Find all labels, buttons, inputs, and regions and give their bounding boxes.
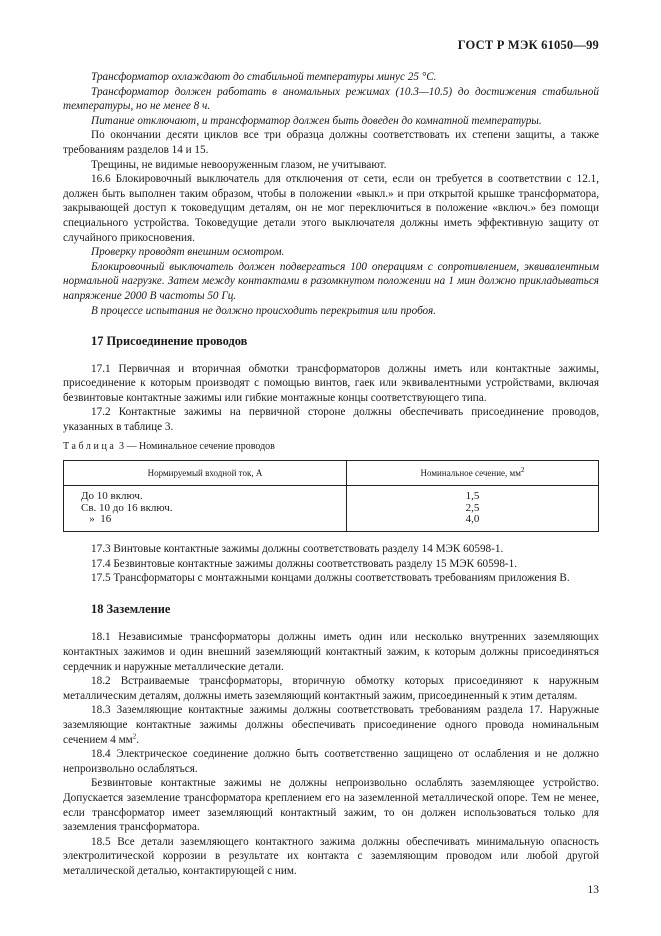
clause-18-4: 18.4 Электрическое соединение должно быть соответственно защищено от ослабления и не должно непроизвольно ослабляться. xyxy=(63,748,599,775)
table-3 xyxy=(63,460,599,532)
intro-paragraph: Питание отключают, и трансформатор должен быть доведен до комнатной температуры. xyxy=(91,114,542,127)
table-header-section: Номинальное сечение, $мм^2$ xyxy=(347,461,599,486)
clause-17-3: 17.3 Винтовые контактные зажимы должны соответствовать разделу 14 МЭК 60598-1. xyxy=(91,543,504,556)
clause-18-3: 18.3 Заземляющие контактные зажимы должны соответствовать требованиям раздела 17. Наружные заземляющие контактные зажимы должны обеспечивать присоединение одного провода номинальным сечением 4 $мм^2$. xyxy=(63,704,599,746)
clause-18-2: 18.2 Встраиваемые трансформаторы, вторичную обмотку которых присоединяют к наружным металлическим деталям, должны иметь заземляющий контактный зажим, присоединенный к этим деталям. xyxy=(63,675,599,702)
clause-17-1: 17.1 Первичная и вторичная обмотки трансформаторов должны иметь или контактные зажимы, присоединение к которым производят с помощью винтов, гаек или эквивалентными устройствами, включая безвинтовые контактные зажимы или гибкие монтажные концы соответствующего типа. xyxy=(63,362,599,404)
clause-18-1: 18.1 Независимые трансформаторы должны иметь один или несколько внутренних заземляющих контактных зажимов и один внешний заземляющий контактный зажим, к которым должны присоединяться сердечник и наружные металлические детали. xyxy=(63,631,599,673)
table-caption: Таблица 3 — Номинальное сечение проводов xyxy=(63,440,275,452)
table-header-current: Нормируемый входной ток, А xyxy=(64,461,347,486)
intro-paragraph: Блокировочный выключатель должен подвергаться 100 операциям с сопротивлением, эквивалентным нормальной нагрузке. Затем между контактами в разомкнутом положении на 1 мин должно прикладываться напряжение 2000 В частоты 50 Гц. xyxy=(63,260,599,302)
section-column: 1,5 2,5 4,0 xyxy=(347,486,599,532)
intro-paragraph: По окончании десяти циклов все три образца должны соответствовать их степени защиты, а также требованиям разделов 14 и 15. xyxy=(63,129,599,156)
current-column: До 10 включ. Св. 10 до 16 включ. » 16 xyxy=(64,486,347,532)
clause-18-5: 18.5 Все детали заземляющего контактного зажима должны обеспечивать минимальную опасность электролитической коррозии в результате их контакта с заземляющим проводом или любой другой металлической деталью, контактирующей с ним. xyxy=(63,835,599,877)
clause-18-4-cont: Безвинтовые контактные зажимы не должны непроизвольно ослаблять заземляющее устройство. Допускается заземление трансформатора креплением его на заземленной металлической опоре. Тем не менее, если трансформатор имеет заземляющий контактный зажим, то он должен использоваться только для заземления трансформатора. xyxy=(63,777,599,834)
page-content xyxy=(63,70,599,879)
table-row xyxy=(64,486,599,532)
page-number: 13 xyxy=(587,884,599,896)
intro-paragraph: Трансформатор должен работать в аномальных режимах (10.3—10.5) до достижения стабильной температуры, но не менее 8 ч. xyxy=(63,85,599,113)
clause-16-6: 16.6 Блокировочный выключатель для отключения от сети, если он требуется в соответствии с 12.1, должен быть выполнен таким образом, чтобы в положении «выкл.» и при открытой крышке трансформатора, закрывающей доступ к токоведущим деталям, он не мог переключиться в положение «включ.» без помощи специального устройства. Токоведущие детали этого выключателя должны иметь эффективную защиту от случайного прикосновения. xyxy=(63,173,599,244)
intro-paragraph: В процессе испытания не должно происходить перекрытия или пробоя. xyxy=(91,304,436,317)
section-18-title: 18 Заземление xyxy=(91,601,171,616)
intro-paragraph: Трещины, не видимые невооруженным глазом, не учитывают. xyxy=(91,158,387,171)
clause-17-5: 17.5 Трансформаторы с монтажными концами должны соответствовать требованиям приложения В. xyxy=(91,572,570,585)
standard-header: ГОСТ Р МЭК 61050—99 xyxy=(457,38,599,52)
clause-17-4: 17.4 Безвинтовые контактные зажимы должны соответствовать разделу 15 МЭК 60598-1. xyxy=(91,557,518,570)
intro-paragraph: Трансформатор охлаждают до стабильной температуры минус 25 °С. xyxy=(91,71,437,83)
clause-17-2: 17.2 Контактные зажимы на первичной стороне должны обеспечивать присоединение проводов, указанных в таблице 3. xyxy=(63,406,599,434)
section-17-title: 17 Присоединение проводов xyxy=(91,334,248,349)
intro-paragraph: Проверку проводят внешним осмотром. xyxy=(91,246,285,259)
